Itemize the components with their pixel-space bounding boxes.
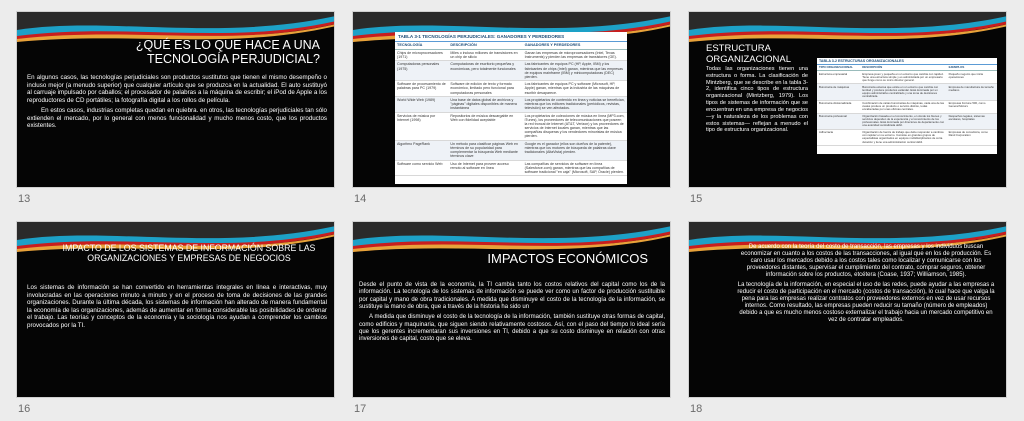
table-header: EJEMPLOS — [947, 65, 997, 71]
table-cell: Empresas Fortune 500, como General Motors — [947, 100, 997, 113]
table-row — [817, 129, 997, 145]
table-header: DESCRIPCIÓN — [860, 65, 946, 71]
slide-title: IMPACTOS ECONÓMICOS — [487, 251, 648, 266]
table-cell: Los propietarios de colecciones de música en línea (MP3.com, iTunes), los proveedores de telecomunicaciones que poseen la red troncal de Internet (AT&T, Verizon) y los proveedores de servicios de Internet locales ganan, mientras que las compañías disqueras y los vendedores minoristas de música pierden. — [523, 112, 627, 140]
table-cell: Software de edición de texto y formato económico, limitado pero funcional para computadoras personales — [448, 81, 522, 97]
table-cell: Computadoras de escritorio pequeñas y económicas, pero totalmente funcionales — [448, 61, 522, 81]
paragraph: La tecnología de la información, en especial el uso de las redes, puede ayudar a las empresas a reducir el costo de participación en el mercado (costos de transacción), lo cual hace que valga la pena para las empresas realizar contratos con proveedores externos en vez de usar recursos internos. Como resultado, las empresas pueden reducir su tamaño (número de empleados) debido a que es mucho menos costoso externalizar el trabajo hacia un mercado competitivo en vez de contratar empleados. — [737, 282, 995, 324]
paragraph: En algunos casos, las tecnologías perjudiciales son productos sustitutos que tienen el mismo desempeño o incluso mejor (a menudo superior) que cualquier artículo que se produzca en la actualidad. El auto sustituyó al carruaje impulsado por caballos; el procesador de palabras a la máquina de escribir; el iPod de Apple a los reproductores de CD portátiles; la fotografía digital a los rollos de película. — [27, 74, 327, 104]
table-cell: Repositorios de música descargable en Web con fidelidad aceptable — [448, 112, 522, 140]
table-cell: Los fabricantes de equipos PC y software (Microsoft, HP, Apple) ganan, mientras que la industria de las máquinas de escribir desaparece. — [523, 81, 627, 97]
table-row — [817, 113, 997, 129]
table-cell: Empresas de consultoría, como Rand Corporation — [947, 129, 997, 145]
table-cell: Burocracia de máquinas — [817, 84, 860, 100]
slide-thumbnail-13[interactable] — [16, 11, 335, 188]
table-row — [395, 61, 627, 81]
slide-thumbnail-15[interactable] — [688, 11, 1007, 188]
table-cell: Ganan las empresas de microprocesadores (Intel, Texas Instruments) y pierden las empresas de transistores (GE). — [523, 49, 627, 61]
table-cell: Pequeño negocio que inicia operaciones — [947, 71, 997, 84]
table-cell: Google es el ganador (ellos son dueños de la patente), mientras que los motores de búsqueda de palabras clave tradicionales (AltaVista) pierden. — [523, 140, 627, 160]
table-row — [395, 81, 627, 97]
slide-title: IMPACTO DE LOS SISTEMAS DE INFORMACIÓN SOBRE LAS ORGANIZACIONES Y EMPRESAS DE NEGOCIOS — [62, 243, 316, 263]
table-row — [395, 112, 627, 140]
table-cell: Una base de datos global de archivos y "páginas" digitales disponibles de manera instantánea — [448, 96, 522, 112]
table-header: TIPO ORGANIZACIONAL — [817, 65, 860, 71]
org-structure-table — [817, 58, 997, 154]
table-caption: TABLA 3-1 TECNOLOGÍAS PERJUDICIALES: GANADORES Y PERDEDORES — [395, 32, 627, 42]
slide-number: 13 — [18, 193, 31, 205]
paragraph: En estos casos, industrias completas quedan en quiebra. en otros, las tecnologías perjudiciales tan sólo extienden el mercado, por lo general con menos funcionalidad y mucho menos costo, que los productos existentes. — [27, 107, 327, 130]
slide-number: 18 — [690, 403, 703, 415]
table-cell: Adhocracia — [817, 129, 860, 145]
table-cell: Empresa de manufactura de tamaño mediano — [947, 84, 997, 100]
table-cell: Los propietarios de contenido en línea y noticias se benefician, mientras que los editores tradicionales (periódicos, revistas, televisión) se ven afectados. — [523, 96, 627, 112]
slide-title: ESTRUCTURA ORGANIZACIONAL — [706, 43, 791, 65]
table-cell: Las fabricantes de equipos PC (HP, Apple, IBM) y los fabricantes de chips (Intel) ganan, mientras que las empresas de equipos mainframe (IBM) y minicomputadoras (DEC) pierden. — [523, 61, 627, 81]
slide-thumbnail-14[interactable] — [352, 11, 671, 188]
table-cell: Un método para clasificar páginas Web en términos de su popularidad para complementar la búsqueda Web mediante términos clave — [448, 140, 522, 160]
table-header: TECNOLOGÍA — [395, 42, 448, 49]
table-cell: Empresa joven y pequeña en un entorno que cambia con rapidez. Tiene una estructura simple y es administrada por un empresario que funge como su único director general. — [860, 71, 946, 84]
table-cell: Despachos legales, sistemas escolares, hospitales — [947, 113, 997, 129]
table-cell: Computadoras personales (1975) — [395, 61, 448, 81]
table-row — [395, 96, 627, 112]
table-row — [395, 140, 627, 160]
paragraph: Todas las organizaciones tienen una estructura o forma. La clasificación de Mintzberg, que se describe en la tabla 3-2, identifica cinco tipos de estructura organizacional (Mintzberg, 1979). Los tipos de sistemas de información que se encuentran en una empresa de negocios —y la naturaleza de los problemas con estos sistemas— reflejan a menudo el tipo de estructura organizacional. — [706, 66, 808, 134]
table-header: GANADORES Y PERDEDORES — [523, 42, 627, 49]
table-cell: Burocracia profesional — [817, 113, 860, 129]
paragraph: Desde el punto de vista de la economía, la TI cambia tanto los costos relativos del capital como los de la información. La tecnología de los sistemas de información se puede ver como un factor de producción sustituible por capital y mano de obra tradicionales. A medida que disminuye el costo de la tecnología de la información, se sustituye la mano de obra, que a través de la historia ha sido un — [359, 282, 665, 310]
slide-body — [27, 284, 327, 332]
slide-body — [27, 74, 327, 133]
table-cell: Algoritmo PageRank — [395, 140, 448, 160]
slide-body — [359, 282, 665, 347]
table-cell: Combinación de varias burocracias de máquinas, cada una de las cuales produce un producto o servicio distinto, todas encabezadas por unas oficinas centrales. — [860, 100, 946, 113]
slide-title: ¿QUÉ ES LO QUE HACE A UNA TECNOLOGÍA PERJUDICIAL? — [135, 38, 320, 66]
table-row — [817, 84, 997, 100]
slide-number: 17 — [354, 403, 367, 415]
slide-body — [706, 66, 808, 137]
paragraph: A medida que disminuye el costo de la tecnología de la información, también sustituye otras formas de capital, como edificios y maquinaria, que siguen siendo relativamente costosos. Así, con el paso del tiempo lo ideal sería que los gerentes incrementaran sus inversiones en TI, debido a que su costo disminuye en relación con otras inversiones de capital, costo que se eleva. — [359, 314, 665, 343]
paragraph: Los sistemas de información se han convertido en herramientas integrales en línea e interactivas, muy involucradas en las operaciones minuto a minuto y en el proceso de toma de decisiones de las grandes organizaciones. Durante la última década, los sistemas de información han alterado de manera fundamental la economía de las organizaciones, además de aumentar en forma considerable las posibilidades de ordenar el trabajo. Las teorías y conceptos de la economía y la sociología nos ayudan a comprender los cambios provocados por la TI. — [27, 284, 327, 329]
table-cell: Burocracia extensa que existe en un entorno que cambia con lentitud y produce productos estándar. Está dominada por un equipo administrativo centralizado y una toma de decisiones centralizada. — [860, 84, 946, 100]
slide-body — [737, 244, 995, 327]
table-row — [817, 71, 997, 84]
table-cell: Estructura empresarial — [817, 71, 860, 84]
table-cell: Software de procesamiento de palabras para PC (1979) — [395, 81, 448, 97]
table-row — [817, 100, 997, 113]
table-cell: Miles o incluso millones de transistores en un chip de silicio — [448, 49, 522, 61]
table-cell: Servicios de música por Internet (1998) — [395, 112, 448, 140]
disruptive-tech-table — [395, 32, 627, 184]
table-cell: Uso de Internet para proveer acceso remoto al software en línea — [448, 160, 522, 176]
slide-thumbnail-18[interactable] — [688, 221, 1007, 398]
table-cell: Las compañías de servicios de software en línea (Salesforce.com) ganan, mientras que las compañías de software tradicional "en caja" (Microsoft, SAP, Oracle) pierden. — [523, 160, 627, 176]
slide-number: 16 — [18, 403, 31, 415]
table-cell: Organización basada en el conocimiento, en donde los bienes y servicios dependen de la experiencia y el conocimiento de los profesionales. Está dominada por directores de departamento con una autoridad centralizada débil. — [860, 113, 946, 129]
slide-number: 15 — [690, 193, 703, 205]
table-cell: Software como servicio Web — [395, 160, 448, 176]
slide-thumbnail-17[interactable] — [352, 221, 671, 398]
slide-thumbnail-16[interactable] — [16, 221, 335, 398]
table-cell: Chips de microprocesadores (1971) — [395, 49, 448, 61]
table-cell: Organización de fuerza de trabajo que debe responder a cambios con rapidez en su entorno. Consiste en grandes grupos de especialistas organizados en equipos multidisciplinarios de corta duración y tiene una administración central débil. — [860, 129, 946, 145]
slide-number: 14 — [354, 193, 367, 205]
table-cell: World Wide Web (1989) — [395, 96, 448, 112]
table-header: DESCRIPCIÓN — [448, 42, 522, 49]
paragraph: De acuerdo con la teoría del costo de transacción, las empresas y los individuos buscan economizar en cuanto a los costos de las transacciones, al igual que en los de producción. Es caro usar los mercados debido a los costos tales como localizar y comunicarse con los proveedores distantes, supervisar el cumplimiento del contrato, comprar seguros, obtener información sobre los productos, etcétera (Coase, 1937; Williamson, 1985). — [740, 244, 992, 279]
table-row — [395, 49, 627, 61]
table-row — [395, 160, 627, 176]
table-caption: TABLA 3-2 ESTRUCTURAS ORGANIZACIONALES — [817, 58, 997, 65]
table-cell: Burocracia divisionalizada — [817, 100, 860, 113]
